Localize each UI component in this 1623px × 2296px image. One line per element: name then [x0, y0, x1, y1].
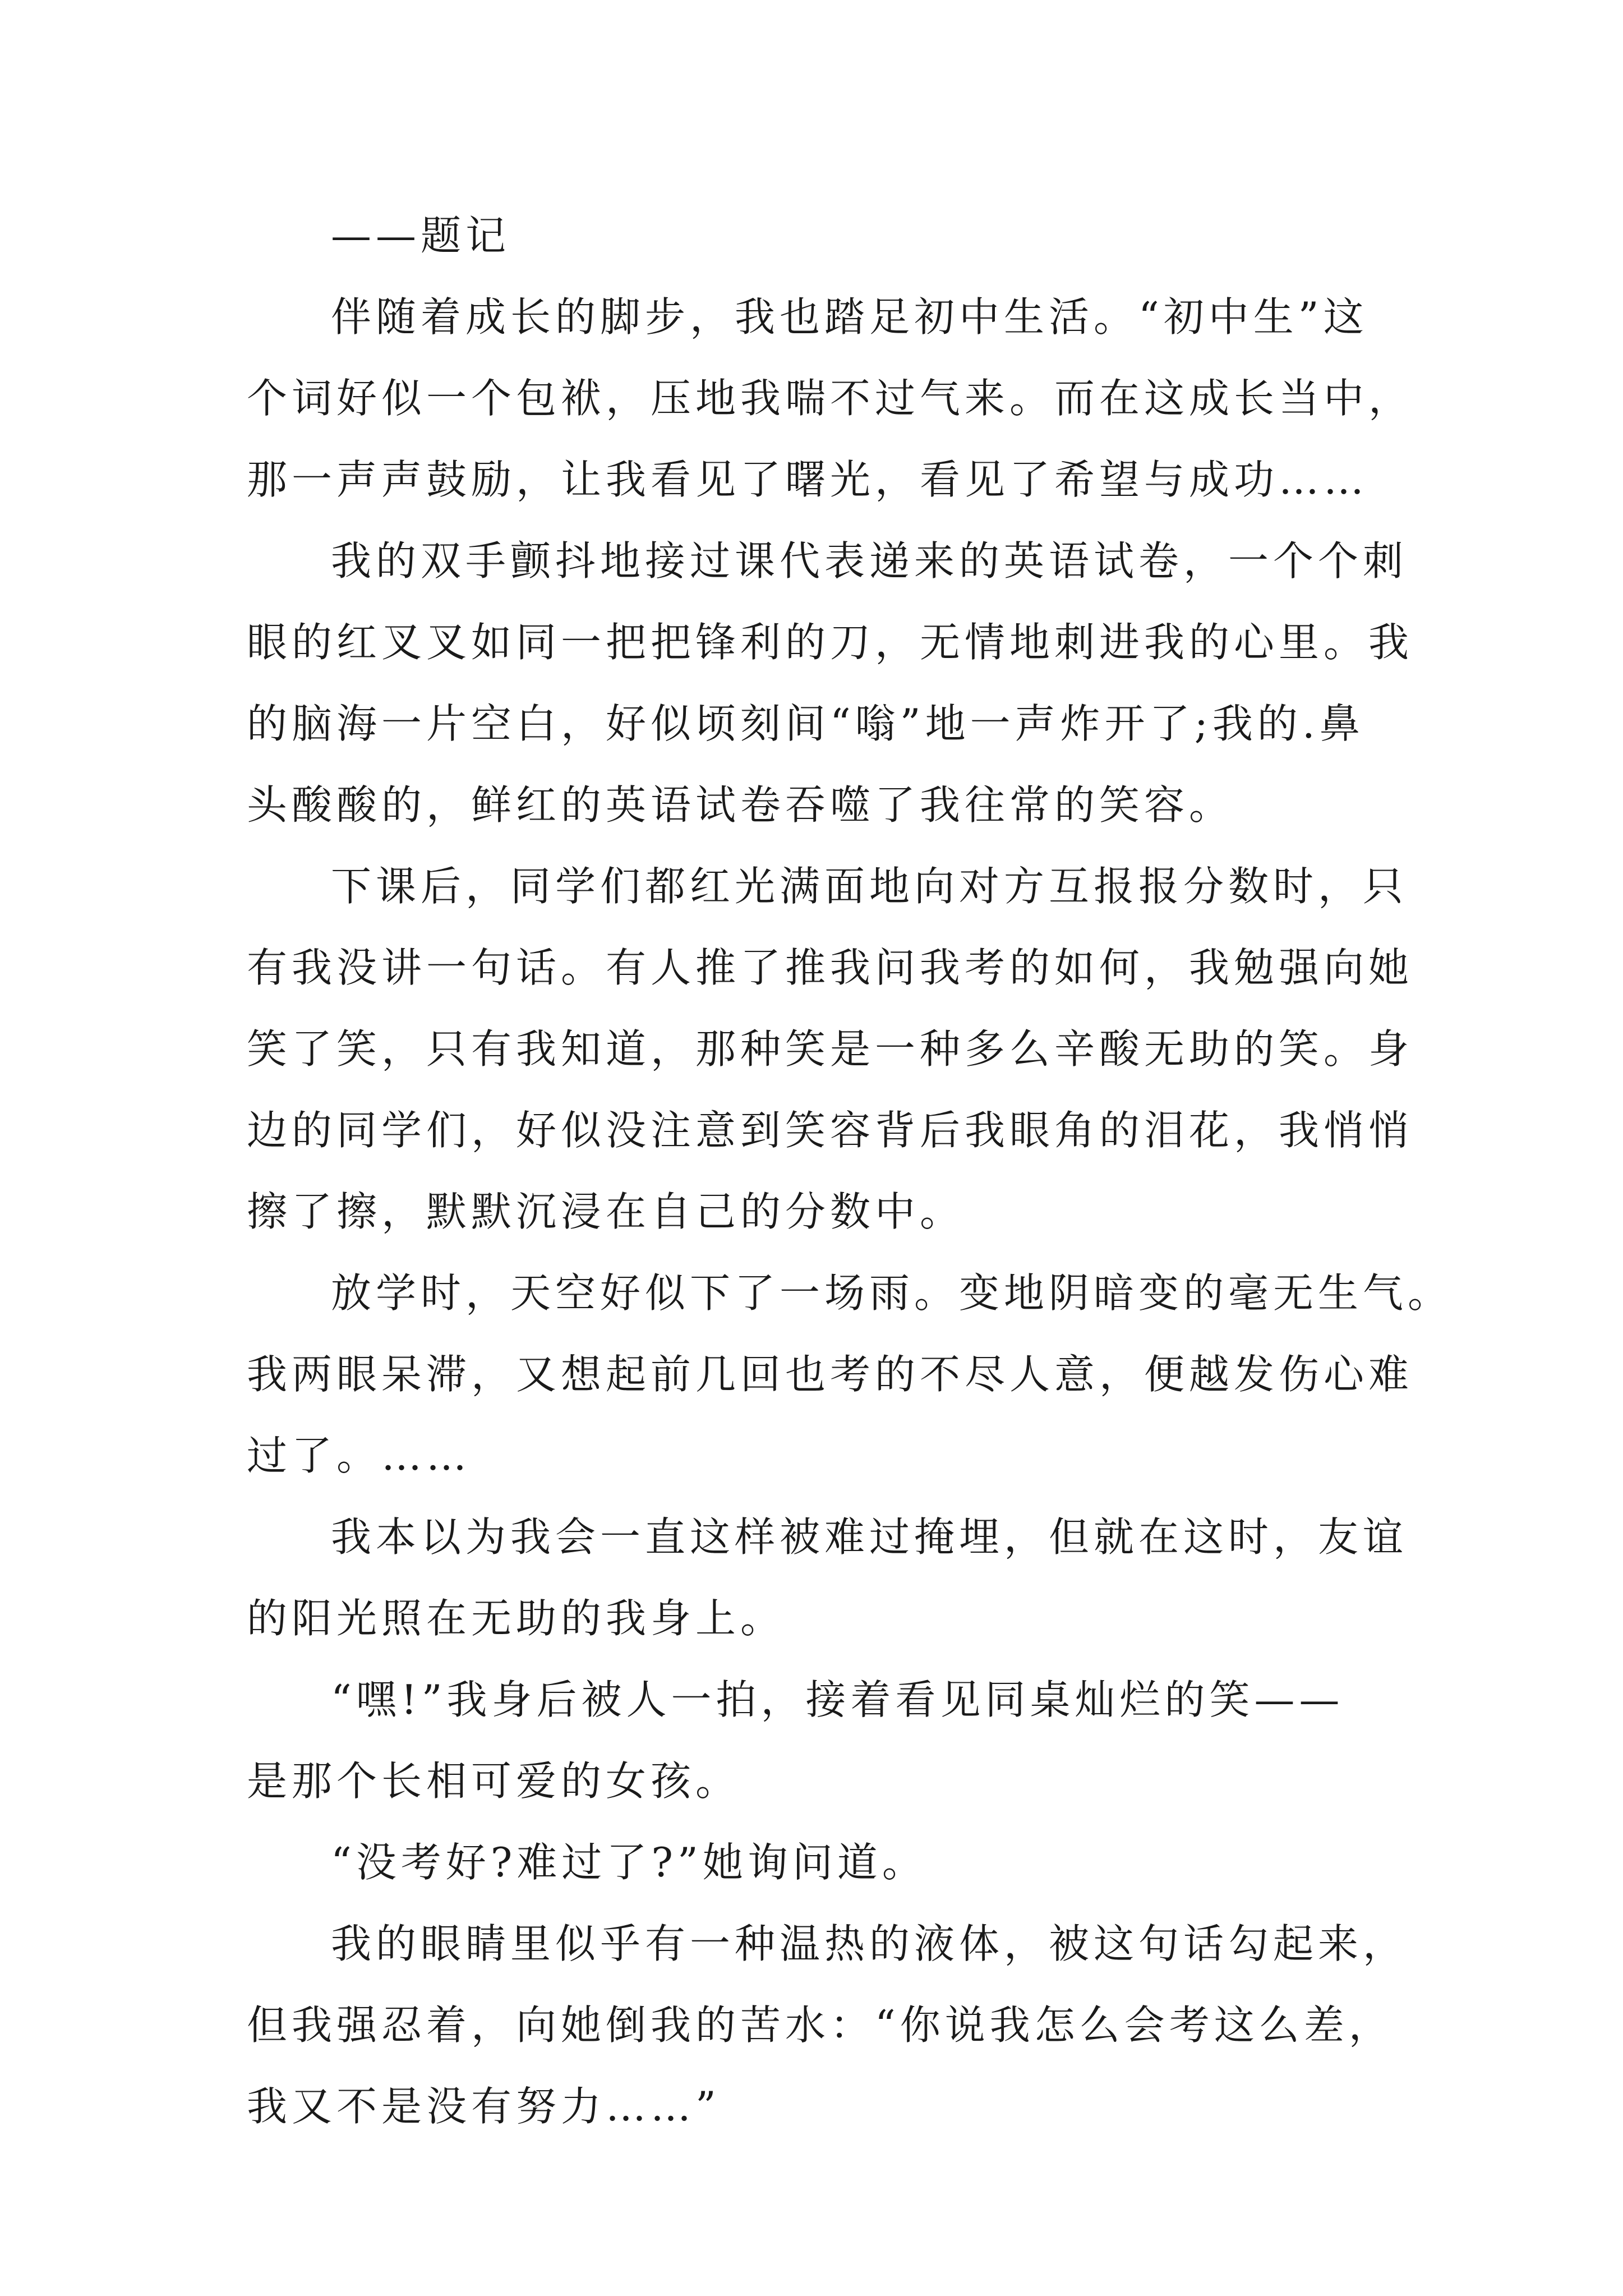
text-line: 的阳光照在无助的我身上。 [247, 1595, 786, 1642]
text-line: 过了。…… [247, 1432, 472, 1479]
text-line: 我的眼睛里似乎有一种温热的液体，被这句话勾起来， [331, 1920, 1408, 1967]
text-line: 眼的红叉叉如同一把把锋利的刀，无情地刺进我的心里。我 [247, 619, 1414, 666]
text-line: “没考好?难过了?”她询问道。 [331, 1839, 927, 1886]
text-line: 但我强忍着，向她倒我的苦水：“你说我怎么会考这么差， [247, 2001, 1394, 2049]
text-line: 个词好似一个包袱，压地我喘不过气来。而在这成长当中， [247, 375, 1414, 422]
text-line: 放学时，天空好似下了一场雨。变地阴暗变的毫无生气。 [331, 1269, 1453, 1317]
text-line: 那一声声鼓励，让我看见了曙光，看见了希望与成功…… [247, 456, 1369, 503]
text-line: “嘿!”我身后被人一拍，接着看见同桌灿烂的笑—— [331, 1676, 1344, 1723]
text-line: 头酸酸的，鲜红的英语试卷吞噬了我往常的笑容。 [247, 781, 1234, 829]
text-line: 我又不是没有努力……” [247, 2083, 721, 2130]
epigraph-attribution: ——题记 [331, 212, 511, 259]
text-line: 伴随着成长的脚步，我也踏足初中生活。“初中生”这 [331, 293, 1368, 341]
text-line: 边的同学们，好似没注意到笑容背后我眼角的泪花，我悄悄 [247, 1107, 1414, 1154]
text-line: 我本以为我会一直这样被难过掩埋，但就在这时，友谊 [331, 1513, 1408, 1561]
text-line: 是那个长相可爱的女孩。 [247, 1757, 741, 1805]
text-line: 笑了笑，只有我知道，那种笑是一种多么辛酸无助的笑。身 [247, 1025, 1414, 1073]
text-line: 我的双手颤抖地接过课代表递来的英语试卷，一个个刺 [331, 537, 1408, 585]
text-line: 有我没讲一句话。有人推了推我问我考的如何，我勉强向她 [247, 944, 1414, 991]
text-line: 下课后，同学们都红光满面地向对方互报报分数时，只 [331, 863, 1408, 910]
text-line: 擦了擦，默默沉浸在自己的分数中。 [247, 1188, 965, 1235]
text-line: 我两眼呆滞，又想起前几回也考的不尽人意，便越发伤心难 [247, 1351, 1414, 1398]
text-line: 的脑海一片空白，好似顷刻间“嗡”地一声炸开了;我的.鼻 [247, 700, 1364, 747]
